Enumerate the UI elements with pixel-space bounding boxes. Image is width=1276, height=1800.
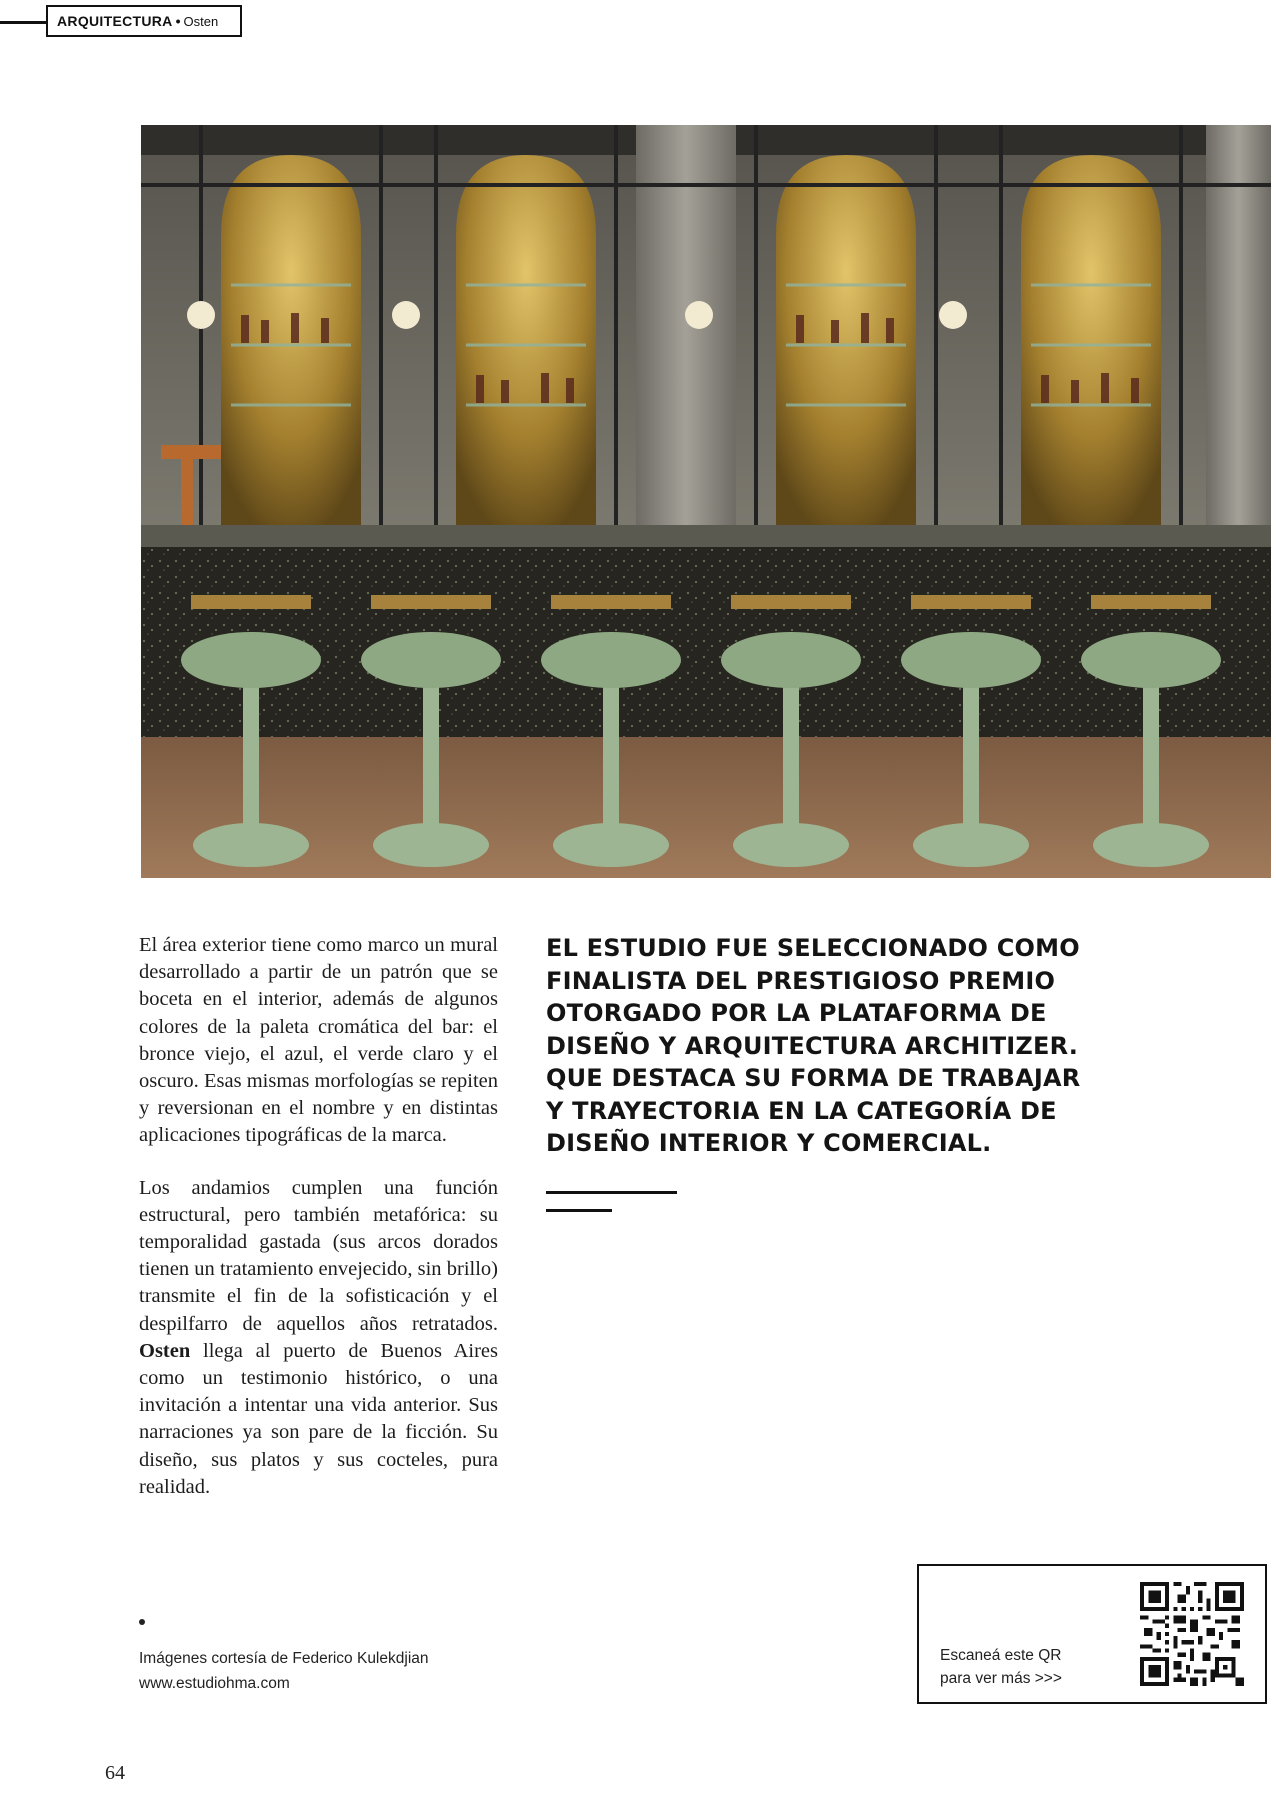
body-text-span: llega al puerto de Buenos Aires como un testimonio histórico, o una invitación a intentar una vida anterior. Sus narraciones ya son pare de la ficción. Su diseño, sus platos y sus cocteles, pura realidad. [139,1339,498,1498]
pull-quote: EL ESTUDIO FUE SELECCIONADO COMO FINALISTA DEL PRESTIGIOSO PREMIO OTORGADO POR LA PLATAFORMA DE DISEÑO Y ARQUITECTURA ARCHITIZER. QUE DESTACA SU FORMA DE TRABAJAR Y TRAYECTORIA EN LA CATEGORÍA DE DISEÑO INTERIOR Y COMERCIAL. [546,934,1081,1157]
website-link[interactable]: www.estudiohma.com [139,1675,290,1692]
qr-code-icon[interactable] [1140,1582,1244,1686]
quote-rule [546,1209,612,1212]
body-text-column [139,932,498,1526]
section-tag [46,5,242,37]
qr-box [917,1564,1267,1704]
qr-caption-line: Escaneá este QR [940,1647,1062,1664]
body-paragraph: El área exterior tiene como marco un mural desarrollado a partir de un patrón que se boceta en el interior, además de algunos colores de la paleta cromática del bar: el bronce viejo, el azul, el verde claro y el oscuro. Esas mismas morfologías se repiten y reversionan en el nombre y en distintas aplicaciones tipográficas de la marca. [139,934,498,1147]
photo-credits [139,1646,579,1696]
section-separator: • [175,13,181,29]
quote-rule [546,1191,677,1194]
qr-caption [940,1644,1062,1690]
subsection-label: Osten [183,13,219,29]
bar-interior-illustration [141,125,1271,878]
bullet-icon [139,1619,145,1625]
credit-line: Imágenes cortesía de Federico Kulekdjian [139,1650,429,1667]
qr-caption-line: para ver más >>> [940,1670,1062,1687]
section-label: ARQUITECTURA [57,13,173,29]
brand-name: Osten [139,1339,191,1362]
page-number: 64 [105,1762,125,1784]
header-rule [0,21,48,24]
body-paragraph [139,1175,498,1501]
hero-photo [141,125,1271,878]
body-text-span: Los andamios cumplen una función estructural, pero también metafórica: su temporalidad gastada (sus arcos dorados tienen un tratamiento envejecido, sin brillo) transmite el fin de la sofisticación y el despilfarro de aquellos años retratados. [139,1176,498,1335]
